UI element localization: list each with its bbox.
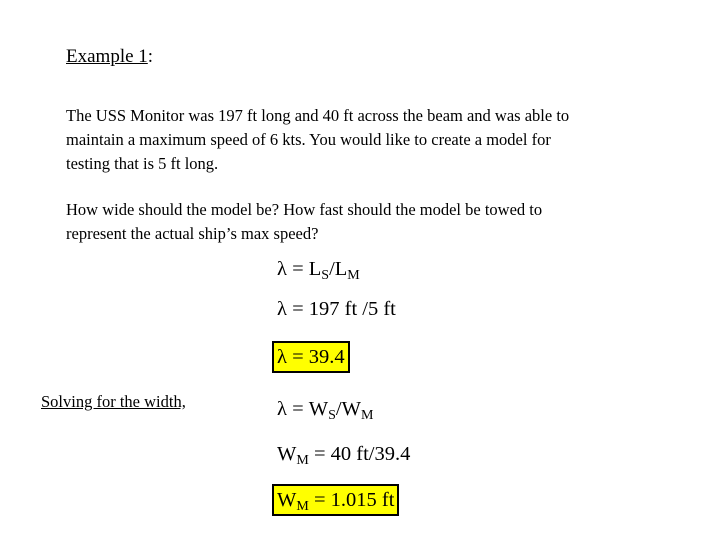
question-line: How wide should the model be? How fast should the model be towed to <box>66 200 543 219</box>
equation-scale-ratio-length: $\lambda = L_S/L_M$ <box>277 258 360 283</box>
equation-width-substitution: $W_M = 40$ ft/39.4 <box>277 443 411 468</box>
example-title-colon: : <box>147 46 154 67</box>
problem-line: maintain a maximum speed of 6 kts. You would like to create a model for <box>66 130 551 149</box>
solving-width-label: Solving for the width, <box>41 392 186 411</box>
equation-scale-ratio-width: $\lambda = W_S/W_M$ <box>277 398 374 423</box>
equation-scale-result: λ = 39.4 <box>272 341 350 373</box>
example-title-label: Example 1 <box>66 46 148 67</box>
problem-line: testing that is 5 ft long. <box>66 154 219 173</box>
example-title <box>66 46 153 68</box>
problem-statement <box>66 104 569 176</box>
question-line: represent the actual ship’s max speed? <box>66 224 319 243</box>
question-text <box>66 198 542 246</box>
problem-line: The USS Monitor was 197 ft long and 40 ft across the beam and was able to <box>66 106 570 125</box>
equation-width-result: $W_M = 1.015$ ft <box>272 484 399 516</box>
equation-scale-substitution: λ = 197 ft /5 ft <box>277 298 396 320</box>
